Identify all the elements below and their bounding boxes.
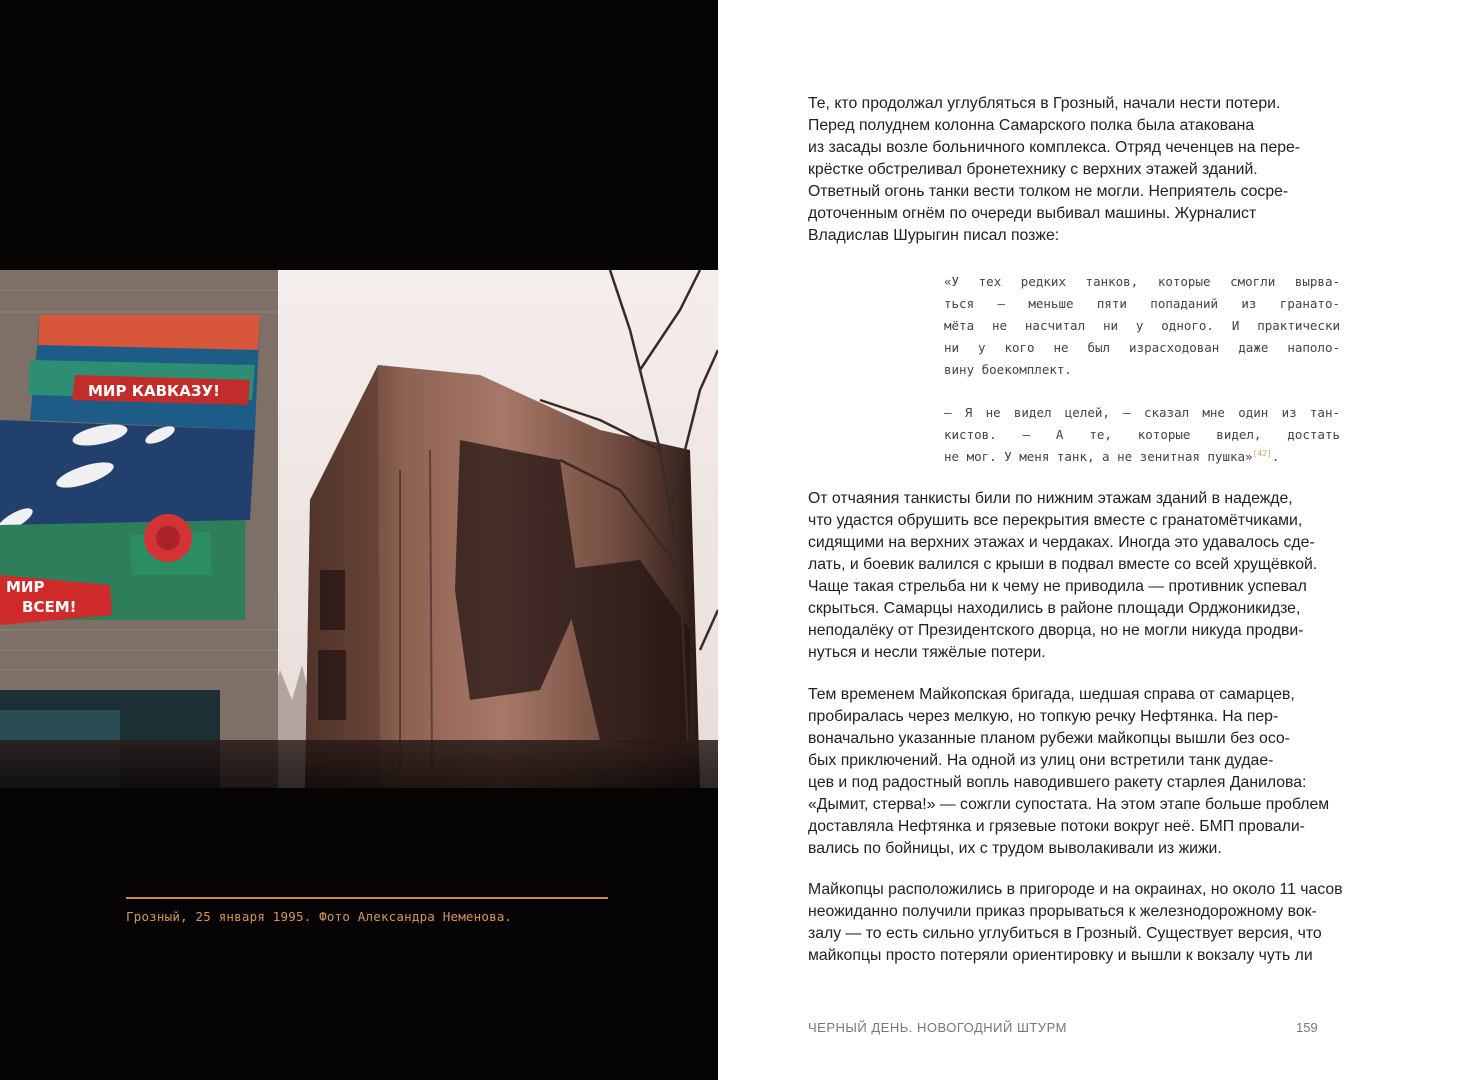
quote-block-1 — [944, 271, 1340, 381]
text-line: Те, кто продолжал углубляться в Грозный, начали нести потери. — [808, 95, 1281, 112]
right-page — [718, 0, 1469, 1080]
quote-line: «У тех редких танков, которые смогли вырва- — [944, 274, 1340, 289]
text-line: Чаще такая стрельба ни к чему не приводила — противник успевал — [808, 578, 1307, 595]
text-line: крёстке обстреливал бронетехнику с верхних этажей зданий. — [808, 161, 1258, 178]
quote-line: ни у кого не был израсходован даже наполо- — [944, 340, 1340, 355]
photo-caption: Грозный, 25 января 1995. Фото Александра Неменова. — [126, 909, 513, 924]
text-line: доставляла Нефтянка и грязевые потоки вокруг неё. БМП провали- — [808, 818, 1305, 835]
text-line: неожиданно получили приказ прорываться к железнодорожному вок- — [808, 903, 1317, 920]
text-line: Владислав Шурыгин писал позже: — [808, 227, 1060, 244]
text-line: Перед полуднем колонна Самарского полка была атакована — [808, 117, 1255, 134]
text-line: залу — то есть сильно углубиться в Грозный. Существует версия, что — [808, 925, 1322, 942]
quote-line: мёта не насчитал ни у одного. И практически — [944, 318, 1340, 333]
quote-line: ться — меньше пяти попаданий из гранато- — [944, 296, 1340, 311]
text-line: скрыться. Самарцы находились в районе площади Орджоникидзе, — [808, 600, 1301, 617]
left-page — [0, 0, 718, 1080]
page-number: 159 — [1296, 1020, 1318, 1035]
text-line: майкопцы просто потеряли ориентировку и вышли к вокзалу чуть ли — [808, 947, 1313, 964]
mural-text-peace-caucasus: МИР КАВКАЗУ! — [88, 382, 220, 400]
quote-line: кистов. — А те, которые видел, достать — [944, 427, 1340, 442]
text-line: нуться и несли тяжёлые потери. — [808, 644, 1046, 661]
paragraph-4 — [808, 879, 1343, 967]
paragraph-2 — [808, 488, 1318, 664]
mural-text-peace-all-2: ВСЕМ! — [22, 598, 77, 616]
running-head: ЧЕРНЫЙ ДЕНЬ. НОВОГОДНИЙ ШТУРМ — [808, 1020, 1067, 1035]
text-line: цев и под радостный вопль наводившего ракету старлея Данилова: — [808, 774, 1307, 791]
text-line: бых приключений. На одной из улиц они встретили танк дудае- — [808, 752, 1274, 769]
quote-line: — Я не видел целей, — сказал мне один из тан- — [944, 405, 1340, 420]
mural-text-peace-all-1: МИР — [6, 578, 45, 596]
text-line: Майкопцы расположились в пригороде и на окраинах, но около 11 часов — [808, 881, 1343, 898]
text-line: вались по бойницы, их с трудом выволакивали из жижи. — [808, 840, 1222, 857]
text-line: из засады возле больничного комплекса. Отряд чеченцев на пере- — [808, 139, 1301, 156]
quote-text: не мог. У меня танк, а не зенитная пушка» — [944, 449, 1253, 464]
footnote-reference[interactable]: [42] — [1252, 448, 1272, 458]
quote-line — [944, 446, 1340, 468]
quote-end: . — [1271, 449, 1280, 464]
quote-line: вину боекомплект. — [944, 362, 1072, 377]
quote-block-2 — [944, 402, 1340, 468]
text-line: От отчаяния танкисты били по нижним этажам зданий в надежде, — [808, 490, 1293, 507]
paragraph-1 — [808, 93, 1301, 247]
text-line: доточенным огнём по очереди выбивал машины. Журналист — [808, 205, 1257, 222]
text-line: лать, и боевик валился с крыши в подвал вместе со всей хрущёвкой. — [808, 556, 1318, 573]
caption-rule — [126, 897, 608, 899]
paragraph-3 — [808, 684, 1330, 860]
text-line: Ответный огонь танки вести толком не могли. Неприятель сосре- — [808, 183, 1289, 200]
text-line: «Дымит, стерва!» — сожгли супостата. На этом этапе больше проблем — [808, 796, 1330, 813]
text-line: воначально указанные планом рубежи майкопцы вышли без осо- — [808, 730, 1290, 747]
text-line: пробиралась через мелкую, но топкую речку Нефтянка. На пер- — [808, 708, 1279, 725]
text-line: Тем временем Майкопская бригада, шедшая справа от самарцев, — [808, 686, 1295, 703]
text-line: сидящими на верхних этажах и чердаках. Иногда это удавалось сде- — [808, 534, 1315, 551]
text-line: что удастся обрушить все перекрытия вместе с гранатомётчиками, — [808, 512, 1303, 529]
photograph-grozny — [0, 270, 718, 788]
text-line: неподалёку от Президентского дворца, но не могли никуда продви- — [808, 622, 1304, 639]
